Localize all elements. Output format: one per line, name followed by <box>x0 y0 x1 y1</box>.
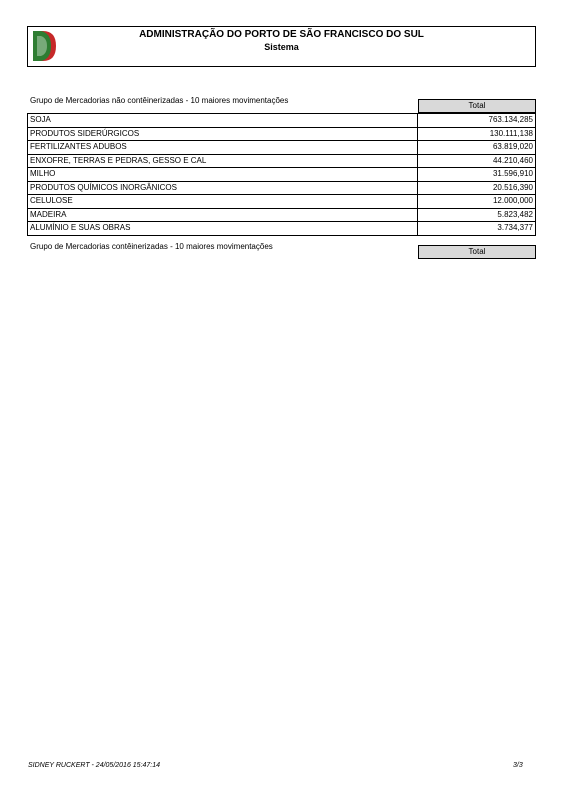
commodity-total: 130.111,138 <box>418 127 536 141</box>
table-row <box>28 222 536 236</box>
commodity-name: MILHO <box>28 168 418 182</box>
containerized-section-title: Grupo de Mercadorias contêinerizadas - 10 maiores movimentações <box>30 242 273 251</box>
commodity-total: 31.596,910 <box>418 168 536 182</box>
containerized-total-header: Total <box>418 245 536 259</box>
commodity-total: 12.000,000 <box>418 195 536 209</box>
report-subtitle: Sistema <box>264 42 299 52</box>
table-row <box>28 208 536 222</box>
table-row <box>28 127 536 141</box>
commodity-total: 44.210,460 <box>418 154 536 168</box>
table-row <box>28 154 536 168</box>
footer-user-date: SIDNEY RUCKERT - 24/05/2016 15:47:14 <box>28 762 161 769</box>
commodity-total: 3.734,377 <box>418 222 536 236</box>
commodity-name: ALUMÍNIO E SUAS OBRAS <box>28 222 418 236</box>
commodity-name: CELULOSE <box>28 195 418 209</box>
commodity-total: 20.516,390 <box>418 181 536 195</box>
commodity-name: MADEIRA <box>28 208 418 222</box>
commodity-total: 63.819,020 <box>418 141 536 155</box>
non-containerized-total-header: Total <box>418 99 536 113</box>
commodity-total: 5.823,482 <box>418 208 536 222</box>
non-containerized-section-title: Grupo de Mercadorias não contêinerizadas - 10 maiores movimentações <box>30 96 289 105</box>
commodity-total: 763.134,285 <box>418 114 536 128</box>
table-row <box>28 114 536 128</box>
report-header <box>27 26 536 67</box>
commodity-name: ENXOFRE, TERRAS E PEDRAS, GESSO E CAL <box>28 154 418 168</box>
commodity-name: PRODUTOS QUÍMICOS INORGÂNICOS <box>28 181 418 195</box>
commodity-name: FERTILIZANTES ADUBOS <box>28 141 418 155</box>
table-row <box>28 141 536 155</box>
commodity-name: PRODUTOS SIDERÚRGICOS <box>28 127 418 141</box>
commodity-name: SOJA <box>28 114 418 128</box>
non-containerized-table <box>27 113 536 236</box>
report-title: ADMINISTRAÇÃO DO PORTO DE SÃO FRANCISCO DO SUL <box>139 29 424 40</box>
table-row <box>28 195 536 209</box>
table-row <box>28 168 536 182</box>
footer-page-number: 3/3 <box>513 762 523 769</box>
table-row <box>28 181 536 195</box>
